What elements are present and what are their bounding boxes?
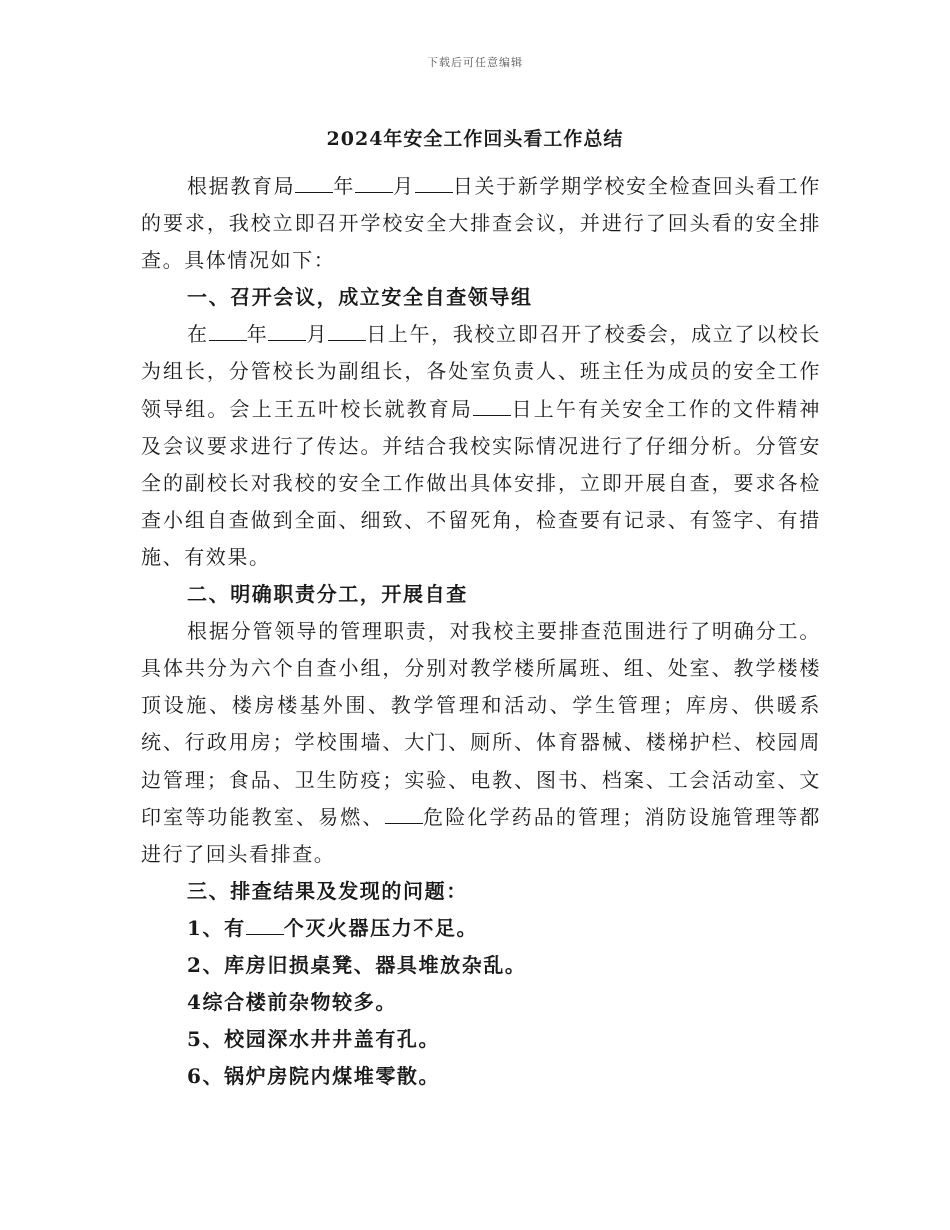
problem-item-4: 5、校园深水井井盖有孔。 <box>187 1027 441 1052</box>
problem-item-5: 6、锅炉房院内煤堆零散。 <box>187 1064 441 1089</box>
blank-line <box>355 174 393 193</box>
blank-line <box>385 805 423 824</box>
blank-line <box>209 322 247 341</box>
blank-line <box>415 174 453 193</box>
blank-line <box>328 322 366 341</box>
problem-item-1: 1、有 个灭火器压力不足。 <box>187 915 479 940</box>
section-2-paragraph: 根据分管领导的管理职责，对我校主要排查范围进行了明确分工。具体共分为六个自查小组，分别对教学楼所属班、组、处室、教学楼楼顶设施、楼房楼基外围、教学管理和活动、学生管理；库房、供暖系统、行政用房；学校围墙、大门、厕所、体育器械、楼梯护栏、校园周边管理；食品、卫生防疫；实验、电教、图书、档案、工会活动室、文印室等功能教室、易燃、 危险化学药品的管理；消防设施管理等都进行了回头看排查。 <box>141 619 821 866</box>
intro-paragraph: 根据教育局 年 月 日关于新学期学校安全检查回头看工作的要求，我校立即召开学校安全大排查会议，并进行了回头看的安全排查。具体情况如下： <box>141 174 822 273</box>
document-body <box>141 168 821 1095</box>
problem-item-2: 2、库房旧损桌凳、器具堆放杂乱。 <box>187 952 527 977</box>
blank-line <box>295 174 333 193</box>
problem-item-3: 4综合楼前杂物较多。 <box>187 990 397 1015</box>
section-1-paragraph: 在 年 月 日上午，我校立即召开了校委会，成立了以校长为组长，分管校长为副组长，各处室负责人、班主任为成员的安全工作领导组。会上王五叶校长就教育局 日上午有关安全工作的文件精神及会议要求进行了传达。并结合我校实际情况进行了仔细分析。分管安全的副校长对我校的安全工作做出具体安排，立即开展自查，要求各检查小组自查做到全面、细致、不留死角，检查要有记录、有签字、有措施、有效果。 <box>141 322 822 569</box>
blank-line <box>268 322 306 341</box>
section-3-heading: 三、排查结果及发现的问题： <box>187 878 468 903</box>
header-note: 下载后可任意编辑 <box>427 56 523 69</box>
section-2-heading: 二、明确职责分工，开展自查 <box>187 582 468 607</box>
section-1-heading: 一、召开会议，成立安全自查领导组 <box>187 285 533 310</box>
blank-line <box>246 916 284 935</box>
document-title: 2024年安全工作回头看工作总结 <box>326 128 624 150</box>
blank-line <box>473 397 511 416</box>
